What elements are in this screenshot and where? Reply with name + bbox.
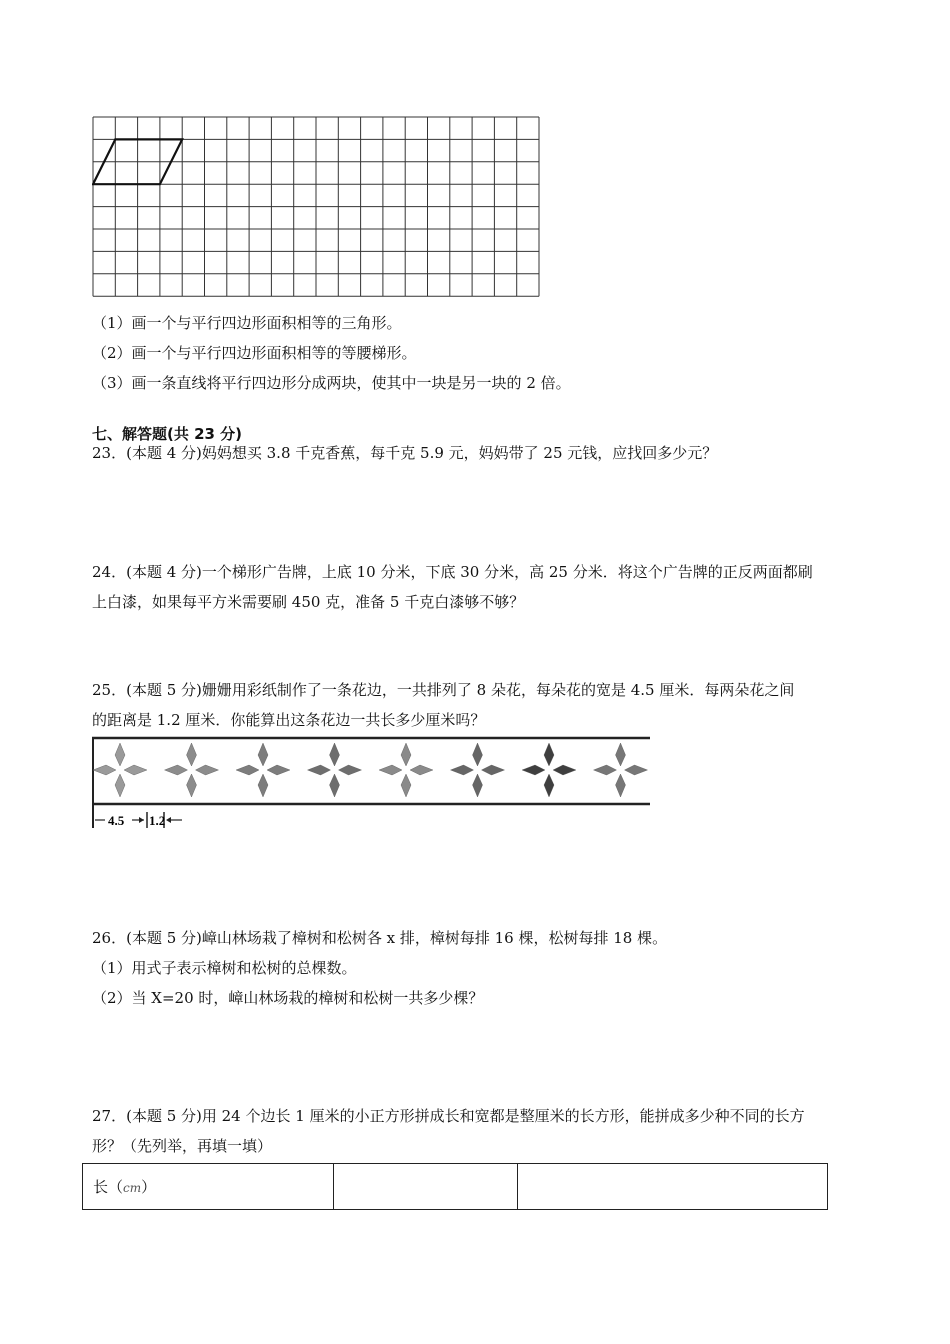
table-cell[interactable] — [334, 1164, 518, 1210]
question-26-part-2: （2）当 X=20 时，嶂山林场栽的樟树和松树一共多少棵？ — [92, 989, 484, 1007]
question-24-line-2: 上白漆，如果每平方米需要刷 450 克，准备 5 千克白漆够不够？ — [92, 593, 525, 611]
question-25-line-2: 的距离是 1.2 厘米．你能算出这条花边一共长多少厘米吗？ — [92, 711, 486, 729]
question-25-line-1: 25．(本题 5 分)姗姗用彩纸制作了一条花边，一共排列了 8 朵花，每朵花的宽是 4.5 厘米．每两朵花之间 — [92, 681, 795, 699]
question-23: 23．(本题 4 分)妈妈想买 3.8 千克香蕉，每千克 5.9 元，妈妈带了 25 元钱，应找回多少元？ — [92, 444, 718, 462]
flower-icon — [522, 743, 576, 797]
flower-icon — [308, 743, 362, 797]
gap-width-label: 1.2 — [149, 813, 166, 828]
grid-with-parallelogram — [92, 116, 540, 298]
length-row-label: 长（cm） — [83, 1164, 334, 1210]
question-26-part-1: （1）用式子表示樟树和松树的总棵数。 — [92, 959, 357, 977]
question-24-line-1: 24．(本题 4 分)一个梯形广告牌，上底 10 分米，下底 30 分米，高 25 分米．将这个广告牌的正反两面都刷 — [92, 563, 813, 581]
flower-icon — [594, 743, 648, 797]
length-table — [82, 1163, 828, 1210]
section-heading: 七、解答题(共 23 分) — [92, 425, 243, 443]
table-cell[interactable] — [518, 1164, 828, 1210]
flower-icon — [451, 743, 505, 797]
question-27-line-1: 27．(本题 5 分)用 24 个边长 1 厘米的小正方形拼成长和宽都是整厘米的长方形，能拼成多少种不同的长方 — [92, 1107, 805, 1125]
question-26: 26．(本题 5 分)嶂山林场栽了樟树和松树各 x 排，樟树每排 16 棵，松树每排 18 棵。 — [92, 929, 668, 947]
flower-icon — [236, 743, 290, 797]
flower-width-label: 4.5 — [108, 813, 125, 828]
grid-task-item-3: （3）画一条直线将平行四边形分成两块，使其中一块是另一块的 2 倍。 — [92, 374, 571, 392]
flower-icon — [93, 743, 147, 797]
dimension-markers — [95, 812, 182, 828]
grid-task-item-1: （1）画一个与平行四边形面积相等的三角形。 — [92, 314, 402, 332]
table-row — [83, 1164, 828, 1210]
flower-icon — [379, 743, 433, 797]
flower-border-figure — [90, 736, 656, 832]
grid-task-item-2: （2）画一个与平行四边形面积相等的等腰梯形。 — [92, 344, 417, 362]
question-27-line-2: 形？（先列举，再填一填） — [92, 1137, 273, 1155]
flower-icon — [165, 743, 219, 797]
